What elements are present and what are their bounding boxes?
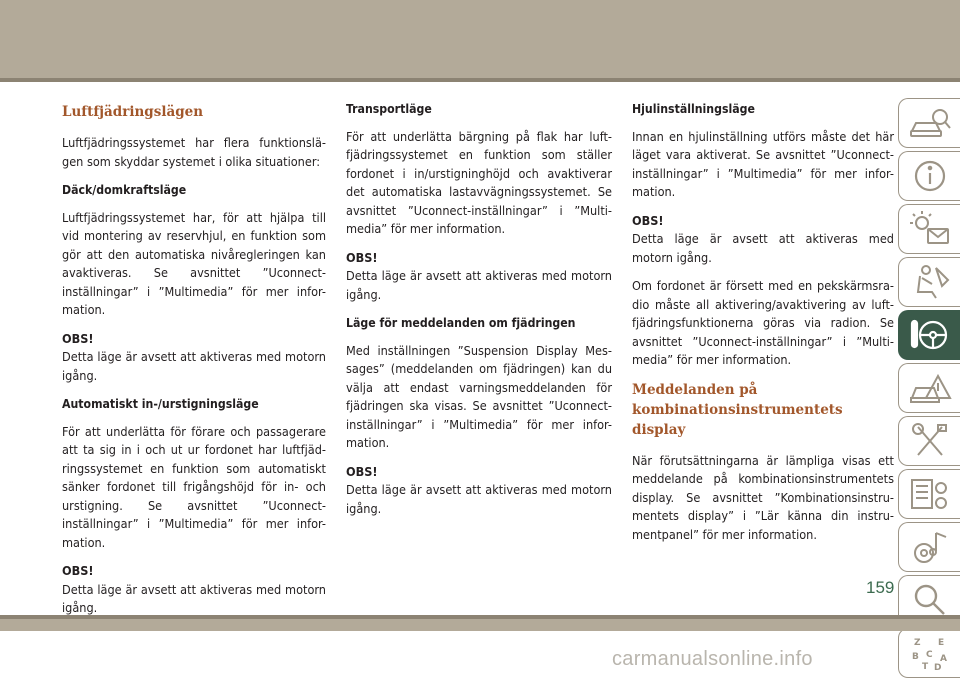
note-label: OBS!: [62, 563, 94, 578]
tab-warning-lights[interactable]: [898, 204, 960, 254]
steering-wheel-icon: [908, 315, 952, 355]
svg-text:E: E: [937, 638, 944, 648]
car-magnifier-icon: [908, 103, 952, 143]
note-text: Detta läge är avsett att aktiveras med motorn igång.: [62, 349, 326, 383]
note-text: Detta läge är avsett att aktiveras med motorn igång.: [346, 482, 612, 516]
tab-info[interactable]: [898, 151, 960, 201]
paragraph-cluster-display: När förutsättningarna är lämpliga visas ett meddelande på kombinationsinstrumentets display. Se avsnittet ”Kombinationsinstru- mentets display” i ”Lär känna din instru- mentpanel” för mer information.: [632, 452, 894, 542]
note-block: [62, 330, 326, 386]
section-heading: Luftfjädringslägen: [62, 104, 204, 120]
paragraph-alignment: Innan en hjulinställning utförs måste det här läget vara aktiverat. Se avsnittet ”Uconnect- inställningar” i ”Multimedia” för mer infor- mation.: [632, 128, 894, 199]
svg-text:B: B: [911, 652, 919, 662]
paragraph-touchscreen: Om fordonet är försett med en pekskärmsra- dio måste all aktivering/avaktivering av luft- fjädringsfunktionerna göras via radion. Se avsnittet ”Uconnect-inställningar” i ”Multi- media” för mer information.: [632, 278, 894, 367]
note-label: OBS!: [632, 212, 664, 228]
column-1: [62, 100, 326, 628]
paragraph-entry-exit: För att underlätta för förare och passagerare att ta sig in i och ut ur fordonet har luftfjäd- ringssystemet en funktion som automatiskt sänker fordonet till frigångshöjd för in- och urstigning. Se avsnittet ”Uconnect- inställningar” i ”Multimedia” för mer infor- mation.: [62, 423, 326, 550]
note-label: OBS!: [62, 330, 94, 346]
multimedia-icon: [908, 527, 952, 567]
subheading-suspension-messages: Läge för meddelanden om fjädringen: [346, 316, 576, 330]
note-label: OBS!: [346, 249, 378, 265]
svg-text:A: A: [939, 654, 947, 664]
tab-car-magnifier[interactable]: [898, 98, 960, 148]
intro-paragraph: Luftfjädringssystemet har flera funktionslä- gen som skyddar systemet i olika situationer:: [62, 135, 326, 169]
index-search-icon: [908, 580, 952, 620]
note-text: Detta läge är avsett att aktiveras med motorn igång.: [346, 268, 612, 302]
note-block: [632, 212, 894, 268]
chapter-tabs: [898, 98, 960, 681]
paragraph-suspension-messages: Med inställningen ”Suspension Display Mes- sages” (meddelanden om fjädringen) kan du välja att endast varningsmeddelanden för fjädringen ska visas. Se avsnittet ”Uconnect- inställningar” i ”Multimedia” för mer infor- mation.: [346, 342, 612, 450]
paragraph-transport: För att underlätta bärgning på flak har luft- fjädringssystemet en funktion som ställer fordonet i in/urstigninghöjd och avaktiverar det automatiska lastavvägningssystemet. Se avsnittet ”Uconnect-inställningar” i ”Multi- media” för mer information.: [346, 128, 612, 236]
watermark: carmanualsonline.info: [612, 648, 813, 670]
header-rule: [0, 78, 960, 82]
section-heading: Meddelanden på kombinationsinstrumentets display: [632, 381, 843, 438]
info-icon: [908, 156, 952, 196]
column-3: [632, 100, 894, 554]
subheading-jack-mode: Däck/domkraftsläge: [62, 183, 187, 197]
footer-band: [0, 619, 960, 631]
warning-lights-icon: [908, 209, 952, 249]
svg-text:D: D: [933, 663, 941, 673]
svg-text:T: T: [921, 662, 928, 672]
column-2: [346, 100, 612, 528]
note-block: [346, 249, 612, 305]
airbag-seat-icon: [908, 262, 952, 302]
alphabet-index-icon: [908, 633, 952, 673]
tab-alphabet-index[interactable]: [898, 628, 960, 678]
note-block: [62, 562, 326, 618]
hazard-car-icon: [908, 368, 952, 408]
tab-steering-wheel[interactable]: [898, 310, 960, 360]
specifications-gear-icon: [908, 474, 952, 514]
service-tools-icon: [908, 421, 952, 461]
tab-airbag-seat[interactable]: [898, 257, 960, 307]
subheading-transport: Transportläge: [346, 102, 432, 116]
svg-text:Z: Z: [913, 638, 921, 648]
note-text: Detta läge är avsett att aktiveras med motorn igång.: [62, 581, 326, 615]
tab-hazard-car[interactable]: [898, 363, 960, 413]
tab-specifications[interactable]: [898, 469, 960, 519]
tab-service-tools[interactable]: [898, 416, 960, 466]
note-text: Detta läge är avsett att aktiveras med motorn igång.: [632, 231, 894, 265]
note-label: OBS!: [346, 463, 378, 479]
subheading-alignment: Hjulinställningsläge: [632, 102, 755, 116]
page-number: 159: [866, 578, 895, 597]
svg-text:C: C: [925, 650, 933, 660]
subheading-entry-exit: Automatiskt in-/urstigningsläge: [62, 397, 259, 411]
header-band: [0, 0, 960, 78]
paragraph-jack-mode: Luftfjädringssystemet har, för att hjälpa till vid montering av reservhjul, en funktion som gör att den automatiska nivåregleringen kan avaktiveras. Se avsnittet ”Uconnect- inställningar” i ”Multimedia” för mer infor- mation.: [62, 209, 326, 317]
note-block: [346, 463, 612, 519]
tab-multimedia[interactable]: [898, 522, 960, 572]
